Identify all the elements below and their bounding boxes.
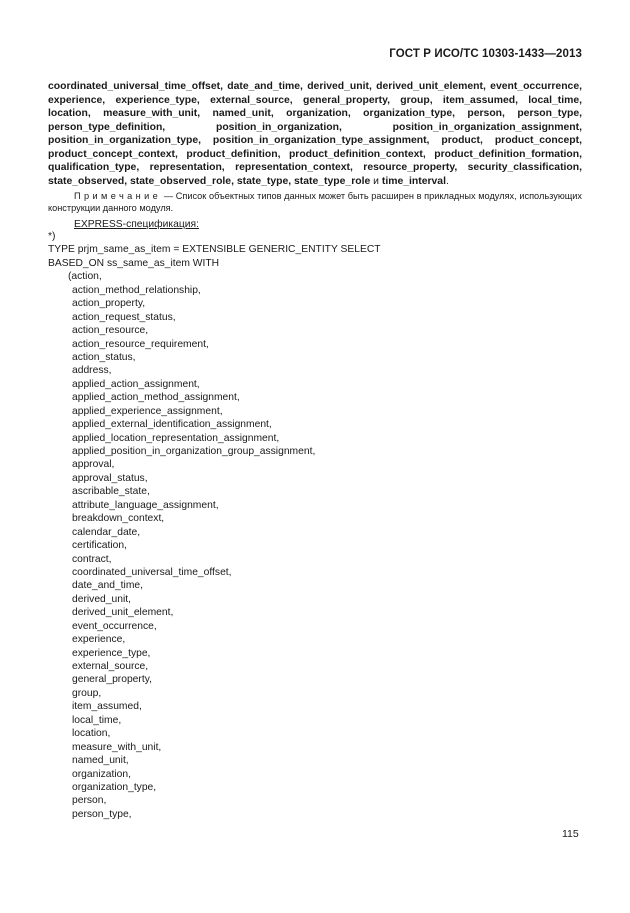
code-select-item: applied_action_method_assignment, — [72, 392, 240, 404]
entity-list-period: . — [445, 175, 449, 187]
entity-list-last-item: time_interval — [381, 175, 446, 187]
code-select-item: action_resource_requirement, — [72, 338, 209, 350]
code-select-item: event_occurrence, — [72, 620, 157, 632]
express-code-block — [48, 230, 381, 821]
code-select-item: applied_action_assignment, — [72, 378, 200, 390]
code-select-item: applied_position_in_organization_group_assignment, — [72, 446, 316, 457]
code-select-item: group, — [72, 687, 102, 699]
code-select-item: derived_unit, — [72, 593, 131, 605]
code-select-item: location, — [72, 728, 111, 740]
note-lead: Примечание — [74, 191, 162, 201]
code-type-line: TYPE prjm_same_as_item = EXTENSIBLE GENERIC_ENTITY SELECT — [48, 244, 381, 256]
page-number: 115 — [562, 828, 579, 840]
code-select-item: coordinated_universal_time_offset, — [72, 566, 232, 578]
code-select-item: organization_type, — [72, 781, 157, 793]
code-select-item: calendar_date, — [72, 526, 141, 538]
code-select-first-item: (action, — [68, 271, 102, 283]
code-select-item: ascribable_state, — [72, 486, 150, 498]
code-select-item: organization, — [72, 768, 131, 780]
code-select-item: person_type, — [72, 808, 132, 820]
code-select-item: certification, — [72, 540, 127, 552]
code-select-item: applied_external_identification_assignment, — [72, 419, 272, 431]
document-header: ГОСТ Р ИСО/ТС 10303-1433—2013 — [389, 48, 582, 60]
code-select-item: measure_with_unit, — [72, 741, 162, 753]
code-select-item: approval_status, — [72, 472, 148, 484]
code-select-item: experience_type, — [72, 647, 151, 659]
code-select-item: person, — [72, 795, 107, 807]
code-based-on-line: BASED_ON ss_same_as_item WITH — [48, 257, 220, 269]
code-select-item: general_property, — [72, 674, 152, 686]
code-select-item: contract, — [72, 553, 112, 565]
code-select-item: date_and_time, — [72, 580, 143, 592]
code-select-item: external_source, — [72, 661, 149, 672]
entity-list-text: coordinated_universal_time_offset, date_and_time, derived_unit, derived_unit_element, event_occurrence, experience, experience_type, external_source, general_property, group, item_assumed, local_time, location, measure_with_unit, named_unit, organization, organization_type, person, person_type, person_type_definition, position_in_organization, position_in_organization_assignment, position_in_organization_type, position_in_organization_type_assignment, product, product_concept, product_concept_context, product_definition, product_definition_context, product_definition_formation, qualification_type, representation, representation_context, resource_property, security_classification, state_observed, state_observed_role, state_type, state_type_role — [48, 81, 582, 187]
note-text: — Список объектных типов данных может быть расширен в прикладных модулях, использующих конструкции данного модуля. — [48, 191, 582, 213]
note-paragraph — [48, 191, 582, 215]
express-spec-label: EXPRESS-спецификация: — [74, 219, 199, 230]
code-select-item: named_unit, — [72, 755, 129, 767]
code-select-item: action_property, — [72, 298, 146, 310]
code-select-item: address, — [72, 365, 112, 377]
code-select-item: approval, — [72, 459, 115, 471]
code-select-item: action_request_status, — [72, 311, 176, 323]
code-select-item: local_time, — [72, 714, 122, 726]
code-open-marker: *) — [48, 231, 56, 242]
code-select-item: applied_experience_assignment, — [72, 405, 223, 417]
code-select-item: experience, — [72, 634, 126, 646]
code-select-item: item_assumed, — [72, 701, 142, 713]
code-select-item: action_status, — [72, 351, 136, 363]
entity-list-paragraph — [48, 80, 582, 188]
code-select-item: attribute_language_assignment, — [72, 499, 219, 511]
code-select-item: action_resource, — [72, 325, 149, 337]
code-select-item: breakdown_context, — [72, 513, 165, 525]
code-select-item: applied_location_representation_assignment, — [72, 432, 280, 444]
code-select-item: derived_unit_element, — [72, 607, 174, 619]
conjunction: и — [373, 175, 379, 187]
code-select-item: action_method_relationship, — [72, 284, 201, 296]
